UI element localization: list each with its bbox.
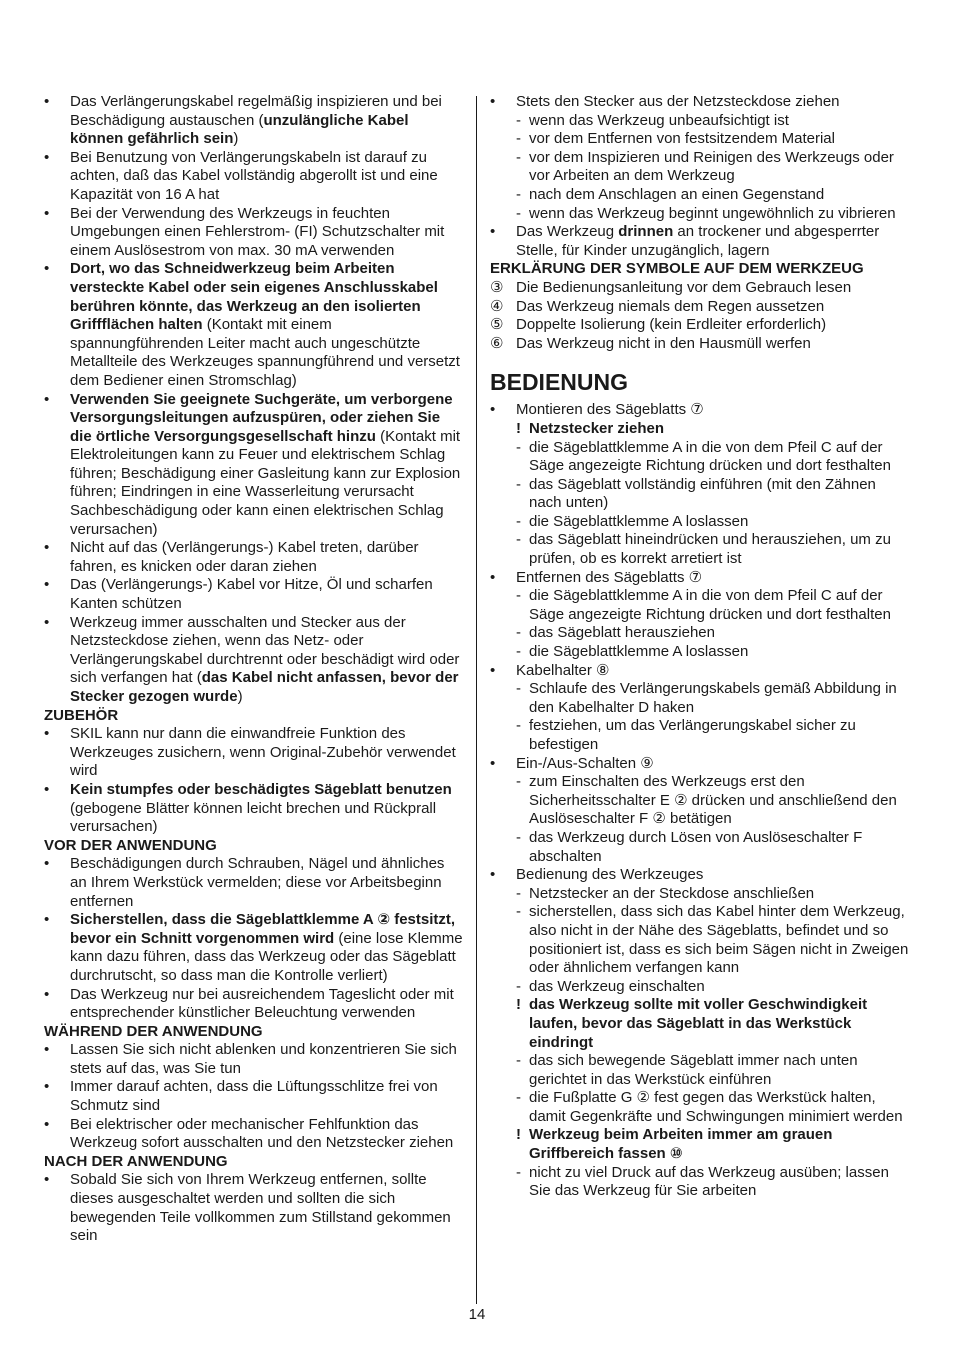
symbol-number: ③ (490, 278, 504, 296)
dash-icon: - (516, 438, 521, 456)
list-item: • Sicherstellen, dass die Sägeblattklemme A ② festsitzt, bevor ein Schnitt vorgenommen wird (eine lose Klemme kann dazu führen, dass das Werkzeug oder das Sägeblatt durchrutscht, so dass man die Kontrolle verliert) (44, 911, 463, 984)
symbol-text: Die Bedienungsanleitung vor dem Gebrauch lesen (516, 278, 852, 296)
sub-list (490, 1052, 912, 1126)
sub-list-item (490, 149, 912, 186)
sub-list-text: das Sägeblatt vollständig einführen (mit den Zähnen nach unten) (529, 475, 876, 512)
dash-icon: - (516, 111, 521, 129)
dash-icon: - (516, 828, 521, 846)
sub-list-text: das Sägeblatt herausziehen (529, 624, 715, 642)
sub-list-text: das sich bewegende Sägeblatt immer nach unten gerichtet in das Werkstück einführen (529, 1052, 858, 1088)
sub-list-item (490, 112, 912, 131)
page-number: 14 (468, 1306, 486, 1323)
dash-icon: - (516, 1089, 521, 1107)
sub-list-text: die Sägeblattklemme A loslassen (529, 512, 749, 530)
sub-list-text: die Sägeblattklemme A in die von dem Pfeil C auf der Säge angezeigte Richtung drücken und dort festhalten (529, 587, 891, 623)
dash-icon: - (516, 204, 521, 222)
symbol-item (490, 279, 912, 298)
sub-list-text: das Werkzeug durch Lösen von Auslöseschalter F abschalten (529, 828, 863, 865)
bullet-icon: • (44, 780, 50, 798)
sub-list-item (490, 1164, 912, 1201)
left-column (44, 93, 464, 1246)
bullet-icon: • (490, 401, 496, 419)
sub-list-item (490, 476, 912, 513)
bullet-icon: • (44, 204, 50, 222)
symbol-item (490, 298, 912, 317)
sub-list (490, 439, 912, 569)
bullet-icon: • (44, 93, 50, 110)
sub-list-item (490, 624, 912, 643)
right-column (490, 93, 912, 1201)
list-item: • Entfernen des Sägeblatts ⑦ (490, 568, 703, 586)
sub-list-item (490, 531, 912, 568)
bullet-icon: • (44, 539, 50, 557)
sub-list-item (490, 205, 912, 224)
sub-list-item (490, 978, 912, 997)
section-heading-zubehoer: ZUBEHÖR (44, 706, 119, 724)
section-heading-symbole: ERKLÄRUNG DER SYMBOLE AUF DEM WERKZEUG (490, 260, 864, 278)
warning-note: ! Werkzeug beim Arbeiten immer am grauen Griffbereich fassen ⑩ (516, 1126, 833, 1163)
list-item: • Nicht auf das (Verlängerungs-) Kabel treten, darüber fahren, es knicken oder daran ziehen (44, 539, 419, 575)
bullet-icon: • (44, 911, 50, 929)
dash-icon: - (516, 884, 521, 902)
bullet-icon: • (490, 661, 496, 679)
sub-list-item (490, 1052, 912, 1089)
dash-icon: - (516, 148, 521, 166)
bullet-icon: • (44, 613, 50, 631)
sub-list (490, 773, 912, 866)
exclamation-icon: ! (516, 419, 521, 437)
symbol-item (490, 316, 912, 335)
dash-icon: - (516, 903, 521, 921)
sub-list-text: vor dem Entfernen von festsitzendem Material (529, 130, 835, 148)
list-item: • Bedienung des Werkzeuges (490, 866, 704, 884)
sub-list (490, 1164, 912, 1201)
sub-list-item (490, 513, 912, 532)
bullet-icon: • (44, 985, 50, 1003)
sub-list (490, 885, 912, 997)
list-item: • Immer darauf achten, dass die Lüftungsschlitze frei von Schmutz sind (44, 1078, 438, 1115)
sub-list-text: die Sägeblattklemme A loslassen (529, 643, 749, 661)
sub-list-item (490, 717, 912, 754)
bullet-icon: • (44, 260, 50, 278)
symbol-text: Das Werkzeug nicht in den Hausmüll werfen (516, 334, 811, 352)
bullet-icon: • (490, 866, 496, 884)
sub-list-text: die Sägeblattklemme A in die von dem Pfeil C auf der Säge angezeigte Richtung drücken und dort festhalten (529, 438, 891, 475)
sub-list (490, 587, 912, 661)
sub-list-text: zum Einschalten des Werkzeugs erst den Sicherheitsschalter E ② drücken und anschließend den Auslöseschalter F ② betätigen (529, 773, 897, 828)
symbol-list (490, 279, 912, 353)
list-item: • Ein-/Aus-Schalten ⑨ (490, 754, 654, 772)
sub-list-item (490, 885, 912, 904)
sub-list-item (490, 130, 912, 149)
sub-list-item (490, 680, 912, 717)
sub-list (490, 112, 912, 224)
list-item: • Verwenden Sie geeignete Suchgeräte, um verborgene Versorgungsleitungen aufzuspüren, oder ziehen Sie die örtliche Versorgungsgesellschaft hinzu (Kontakt mit Elektroleitungen kann zu Feuer und elektrischem Schlag führen; Beschädigung einer Gasleitung kann zur Explosion führen; Eindringen in eine Wasserleitung verursacht Sachbeschädigung oder kann einen elektrischen Schlag verursachen) (44, 390, 461, 538)
sub-list-text: nicht zu viel Druck auf das Werkzeug ausüben; lassen Sie das Werkzeug für Sie arbeiten (529, 1163, 889, 1200)
symbol-text: Das Werkzeug niemals dem Regen aussetzen (516, 297, 825, 315)
list-item: • Beschädigungen durch Schrauben, Nägel und ähnliches an Ihrem Werkstück vermelden; diese vor Arbeitsbeginn entfernen (44, 855, 445, 910)
sub-list-item (490, 1089, 912, 1126)
list-item: • Dort, wo das Schneidwerkzeug beim Arbeiten versteckte Kabel oder sein eigenes Anschlusskabel berühren könnte, das Werkzeug an den isolierten Griffflächen halten (Kontakt mit einem spannungführenden Leiter macht auch ungeschützte Metallteile des Werkzeuges spannungführend und versetzt dem Bediener einen Stromschlag) (44, 260, 460, 389)
symbol-number: ⑥ (490, 334, 504, 352)
sub-list-text: Netzstecker an der Steckdose anschließen (529, 884, 815, 902)
bullet-icon: • (44, 1115, 50, 1133)
symbol-number: ⑤ (490, 316, 504, 334)
list-item: • Montieren des Sägeblatts ⑦ (490, 401, 704, 419)
sub-list-item (490, 903, 912, 977)
list-item: • SKIL kann nur dann die einwandfreie Funktion des Werkzeuges zusichern, wenn Original-Zubehör verwendet wird (44, 725, 456, 780)
list-item: • Bei der Verwendung des Werkzeugs in feuchten Umgebungen einen Fehlerstrom- (FI) Schutzschalter mit einem Auslösestrom von max. 30 mA verwenden (44, 204, 445, 259)
dash-icon: - (516, 643, 521, 661)
list-item: • Lassen Sie sich nicht ablenken und konzentrieren Sie sich stets auf das, was Sie tun (44, 1041, 457, 1077)
bullet-icon: • (44, 855, 50, 873)
bullet-icon: • (490, 93, 496, 110)
dash-icon: - (516, 587, 521, 605)
bullet-icon: • (490, 568, 496, 586)
list-item: • Kabelhalter ⑧ (490, 661, 610, 679)
dash-icon: - (516, 512, 521, 530)
bullet-icon: • (490, 223, 496, 241)
list-item: • Kein stumpfes oder beschädigtes Sägeblatt benutzen (gebogene Blätter können leicht brechen und Rückprall verursachen) (44, 780, 452, 836)
warning-note: ! das Werkzeug sollte mit voller Geschwindigkeit laufen, bevor das Sägeblatt in das Werkstück eindringt (516, 996, 868, 1051)
list-item: • Werkzeug immer ausschalten und Stecker aus der Netzsteckdose ziehen, wenn das Netz- oder Verlängerungskabel durchtrennt oder beschädigt wird oder sich verfangen hat (das Kabel nicht anfassen, bevor der Stecker gezogen wurde) (44, 613, 460, 705)
sub-list-text: wenn das Werkzeug unbeaufsichtigt ist (529, 111, 789, 129)
sub-list-text: das Werkzeug einschalten (529, 977, 705, 995)
section-heading-nach: NACH DER ANWENDUNG (44, 1152, 228, 1170)
dash-icon: - (516, 475, 521, 493)
warning-note: ! Netzstecker ziehen (516, 419, 665, 437)
sub-list-item (490, 773, 912, 829)
sub-list-item (490, 186, 912, 205)
symbol-number: ④ (490, 297, 504, 315)
section-heading-waehrend: WÄHREND DER ANWENDUNG (44, 1022, 263, 1040)
dash-icon: - (516, 624, 521, 642)
sub-list-text: festziehen, um das Verlängerungskabel sicher zu befestigen (529, 717, 856, 753)
bullet-icon: • (44, 1041, 50, 1059)
list-item: • Bei elektrischer oder mechanischer Fehlfunktion das Werkzeug sofort ausschalten und den Netzstecker ziehen (44, 1115, 454, 1152)
dash-icon: - (516, 531, 521, 549)
symbol-text: Doppelte Isolierung (kein Erdleiter erforderlich) (516, 316, 827, 334)
sub-list-item (490, 587, 912, 624)
list-item: • Das (Verlängerungs-) Kabel vor Hitze, Öl und scharfen Kanten schützen (44, 576, 433, 613)
section-heading-bedienung: BEDIENUNG (490, 369, 629, 396)
section-heading-vor: VOR DER ANWENDUNG (44, 836, 217, 854)
sub-list-text: nach dem Anschlagen an einen Gegenstand (529, 185, 825, 203)
sub-list-text: sicherstellen, dass sich das Kabel hinter dem Werkzeug, also nicht in der Nähe des Sägeblatts, befindet und so positioniert ist, dass es sich beim Sägen nicht in Zweigen oder ähnlichem verfangen kann (529, 903, 909, 977)
bullet-icon: • (44, 576, 50, 594)
sub-list-text: vor dem Inspizieren und Reinigen des Werkzeugs oder vor Arbeiten an dem Werkzeug (529, 148, 894, 185)
list-item: • Sobald Sie sich von Ihrem Werkzeug entfernen, sollte dieses ausgeschaltet werden und sollten die sich bewegenden Teile vollkommen zum Stillstand gekommen sein (44, 1171, 451, 1245)
dash-icon: - (516, 130, 521, 148)
dash-icon: - (516, 773, 521, 791)
sub-list (490, 680, 912, 754)
list-item: • Stets den Stecker aus der Netzsteckdose ziehen (490, 93, 840, 110)
symbol-item (490, 335, 912, 354)
bullet-icon: • (44, 148, 50, 166)
dash-icon: - (516, 680, 521, 698)
exclamation-icon: ! (516, 1126, 521, 1144)
list-item: • Das Werkzeug nur bei ausreichendem Tageslicht oder mit entsprechender künstlicher Beleuchtung verwenden (44, 985, 454, 1022)
dash-icon: - (516, 185, 521, 203)
list-item: • Das Verlängerungskabel regelmäßig inspizieren und bei Beschädigung austauschen (unzulängliche Kabel können gefährlich sein) (44, 93, 442, 148)
sub-list-text: wenn das Werkzeug beginnt ungewöhnlich zu vibrieren (529, 204, 896, 222)
dash-icon: - (516, 1163, 521, 1181)
bullet-icon: • (44, 390, 50, 408)
column-divider (476, 96, 477, 1304)
dash-icon: - (516, 717, 521, 735)
exclamation-icon: ! (516, 996, 521, 1014)
list-item: • Das Werkzeug drinnen an trockener und abgesperrter Stelle, für Kinder unzugänglich, lagern (490, 223, 880, 259)
sub-list-text: Schlaufe des Verlängerungskabels gemäß Abbildung in den Kabelhalter D haken (529, 680, 897, 716)
bullet-icon: • (44, 725, 50, 743)
bullet-icon: • (44, 1078, 50, 1096)
list-item: • Bei Benutzung von Verlängerungskabeln ist darauf zu achten, daß das Kabel vollständig abgerollt ist und eine Kapazität von 16 A hat (44, 148, 438, 203)
sub-list-item (490, 643, 912, 662)
bullet-icon: • (44, 1171, 50, 1189)
dash-icon: - (516, 977, 521, 995)
sub-list-item (490, 439, 912, 476)
sub-list-item (490, 829, 912, 866)
bullet-icon: • (490, 754, 496, 772)
sub-list-text: das Sägeblatt hineindrücken und herausziehen, um zu prüfen, ob es korrekt arretiert ist (529, 531, 891, 568)
dash-icon: - (516, 1052, 521, 1070)
sub-list-text: die Fußplatte G ② fest gegen das Werkstück halten, damit Gegenkräfte und Schwingungen minimiert werden (529, 1089, 903, 1125)
